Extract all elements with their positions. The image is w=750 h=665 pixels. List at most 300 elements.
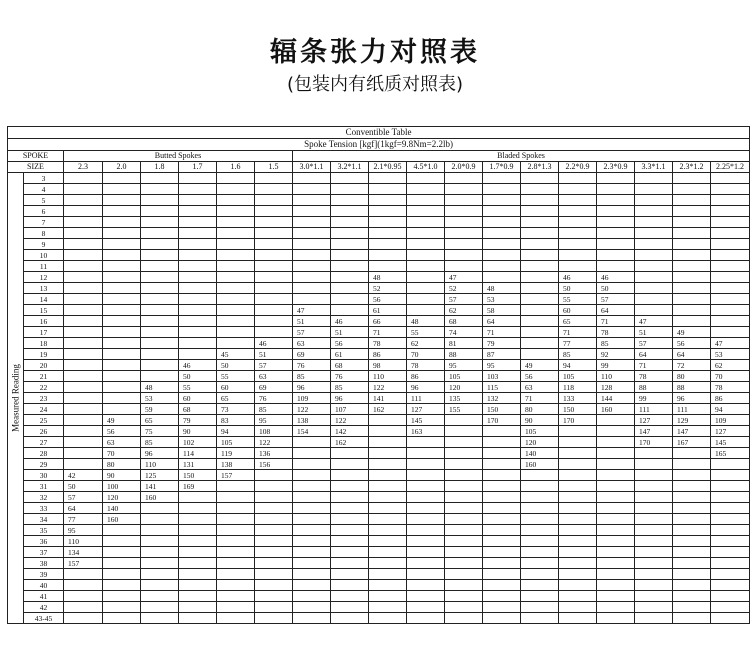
value-cell — [635, 228, 673, 239]
value-cell — [521, 305, 559, 316]
value-cell: 150 — [483, 404, 521, 415]
value-cell — [103, 195, 141, 206]
value-cell — [179, 327, 217, 338]
value-cell — [521, 217, 559, 228]
value-cell — [369, 591, 407, 602]
value-cell — [217, 272, 255, 283]
value-cell — [711, 206, 750, 217]
value-cell — [331, 294, 369, 305]
value-cell — [711, 481, 750, 492]
value-cell: 122 — [255, 437, 293, 448]
value-cell: 160 — [597, 404, 635, 415]
value-cell: 169 — [179, 481, 217, 492]
value-cell — [521, 514, 559, 525]
size-cell: 39 — [24, 569, 64, 580]
value-cell: 71 — [635, 360, 673, 371]
value-cell: 50 — [597, 283, 635, 294]
value-cell: 47 — [635, 316, 673, 327]
value-cell: 68 — [445, 316, 483, 327]
value-cell — [559, 184, 597, 195]
value-cell: 110 — [64, 536, 103, 547]
value-cell — [521, 239, 559, 250]
value-cell — [331, 536, 369, 547]
value-cell — [103, 536, 141, 547]
value-cell — [369, 514, 407, 525]
value-cell — [141, 569, 179, 580]
value-cell: 110 — [369, 371, 407, 382]
page-subtitle: (包装内有纸质对照表) — [286, 74, 464, 95]
value-cell — [483, 250, 521, 261]
value-cell: 55 — [559, 294, 597, 305]
value-cell — [141, 503, 179, 514]
value-cell — [331, 250, 369, 261]
value-cell: 57 — [64, 492, 103, 503]
value-cell: 60 — [179, 393, 217, 404]
value-cell — [711, 514, 750, 525]
value-cell — [64, 173, 103, 184]
value-cell — [369, 470, 407, 481]
value-cell — [407, 250, 445, 261]
value-cell — [293, 448, 331, 459]
value-cell: 63 — [521, 382, 559, 393]
value-cell — [103, 316, 141, 327]
value-cell — [179, 305, 217, 316]
value-cell — [559, 448, 597, 459]
value-cell — [293, 217, 331, 228]
value-cell — [635, 448, 673, 459]
value-cell — [293, 272, 331, 283]
value-cell — [64, 382, 103, 393]
value-cell — [559, 492, 597, 503]
conversion-table — [7, 126, 750, 624]
value-cell — [64, 393, 103, 404]
value-cell: 56 — [369, 294, 407, 305]
table-row — [8, 437, 750, 448]
value-cell — [255, 195, 293, 206]
value-cell — [179, 580, 217, 591]
value-cell — [483, 613, 521, 624]
table-row — [8, 459, 750, 470]
value-cell — [635, 261, 673, 272]
value-cell — [559, 613, 597, 624]
value-cell — [331, 261, 369, 272]
value-cell: 170 — [559, 415, 597, 426]
value-cell: 65 — [559, 316, 597, 327]
value-cell — [559, 602, 597, 613]
value-cell: 70 — [407, 349, 445, 360]
value-cell — [217, 547, 255, 558]
value-cell: 56 — [521, 371, 559, 382]
value-cell — [293, 525, 331, 536]
value-cell — [293, 602, 331, 613]
size-cell: 28 — [24, 448, 64, 459]
value-cell — [331, 459, 369, 470]
value-cell — [635, 525, 673, 536]
value-cell — [179, 591, 217, 602]
value-cell — [521, 228, 559, 239]
value-cell — [141, 173, 179, 184]
table-caption: Conventible Table — [8, 127, 750, 139]
value-cell — [711, 536, 750, 547]
value-cell — [521, 316, 559, 327]
value-cell: 120 — [521, 437, 559, 448]
table-row — [8, 261, 750, 272]
value-cell: 64 — [635, 349, 673, 360]
value-cell — [711, 250, 750, 261]
value-cell: 47 — [445, 272, 483, 283]
value-cell — [141, 206, 179, 217]
size-cell: 27 — [24, 437, 64, 448]
value-cell — [445, 426, 483, 437]
value-cell — [597, 536, 635, 547]
value-cell — [179, 261, 217, 272]
value-cell — [445, 206, 483, 217]
value-cell — [711, 239, 750, 250]
table-row — [8, 228, 750, 239]
value-cell — [293, 294, 331, 305]
value-cell: 65 — [141, 415, 179, 426]
value-cell — [559, 206, 597, 217]
value-cell: 156 — [255, 459, 293, 470]
value-cell: 57 — [635, 338, 673, 349]
value-cell — [369, 426, 407, 437]
value-cell — [179, 536, 217, 547]
value-cell — [64, 426, 103, 437]
value-cell — [293, 591, 331, 602]
value-cell — [559, 470, 597, 481]
value-cell — [559, 437, 597, 448]
size-cell: 35 — [24, 525, 64, 536]
value-cell: 90 — [179, 426, 217, 437]
value-cell — [445, 514, 483, 525]
value-cell: 85 — [597, 338, 635, 349]
value-cell: 127 — [711, 426, 750, 437]
value-cell: 105 — [445, 371, 483, 382]
value-cell — [141, 602, 179, 613]
value-cell — [331, 228, 369, 239]
value-cell: 114 — [179, 448, 217, 459]
value-cell — [255, 558, 293, 569]
value-cell — [635, 305, 673, 316]
value-cell: 99 — [635, 393, 673, 404]
value-cell: 69 — [255, 382, 293, 393]
value-cell: 147 — [635, 426, 673, 437]
size-cell: 7 — [24, 217, 64, 228]
value-cell — [521, 492, 559, 503]
value-cell — [293, 173, 331, 184]
value-cell — [331, 470, 369, 481]
value-cell — [711, 591, 750, 602]
value-cell — [559, 195, 597, 206]
value-cell: 76 — [293, 360, 331, 371]
value-cell — [521, 173, 559, 184]
column-header: 3.3*1.1 — [635, 162, 673, 173]
value-cell — [331, 569, 369, 580]
value-cell — [673, 525, 711, 536]
value-cell — [255, 305, 293, 316]
value-cell — [445, 228, 483, 239]
value-cell: 135 — [445, 393, 483, 404]
table-tension-unit: Spoke Tension [kgf](1kgf=9.8Nm=2.2lb) — [8, 139, 750, 151]
value-cell — [445, 261, 483, 272]
value-cell — [331, 492, 369, 503]
value-cell — [711, 613, 750, 624]
value-cell: 140 — [521, 448, 559, 459]
value-cell: 78 — [407, 360, 445, 371]
value-cell — [141, 327, 179, 338]
table-row — [8, 294, 750, 305]
table-row — [8, 569, 750, 580]
size-cell: 23 — [24, 393, 64, 404]
value-cell — [597, 184, 635, 195]
table-row — [8, 448, 750, 459]
value-cell — [64, 217, 103, 228]
column-header: 1.8 — [141, 162, 179, 173]
value-cell: 70 — [103, 448, 141, 459]
value-cell — [445, 184, 483, 195]
value-cell — [635, 492, 673, 503]
value-cell — [521, 525, 559, 536]
value-cell — [141, 272, 179, 283]
value-cell — [103, 525, 141, 536]
value-cell — [64, 569, 103, 580]
value-cell — [521, 481, 559, 492]
value-cell — [255, 569, 293, 580]
value-cell — [293, 547, 331, 558]
value-cell — [331, 283, 369, 294]
value-cell — [445, 470, 483, 481]
value-cell: 79 — [483, 338, 521, 349]
value-cell: 71 — [483, 327, 521, 338]
value-cell: 47 — [711, 338, 750, 349]
value-cell: 102 — [179, 437, 217, 448]
value-cell — [369, 613, 407, 624]
value-cell — [597, 250, 635, 261]
table-row — [8, 591, 750, 602]
value-cell: 110 — [141, 459, 179, 470]
value-cell — [597, 602, 635, 613]
value-cell: 48 — [407, 316, 445, 327]
value-cell — [521, 569, 559, 580]
value-cell — [673, 558, 711, 569]
value-cell: 85 — [141, 437, 179, 448]
value-cell — [255, 492, 293, 503]
value-cell — [445, 547, 483, 558]
value-cell: 96 — [331, 393, 369, 404]
value-cell: 95 — [445, 360, 483, 371]
value-cell — [64, 448, 103, 459]
value-cell: 111 — [635, 404, 673, 415]
value-cell — [673, 195, 711, 206]
size-cell: 41 — [24, 591, 64, 602]
value-cell — [141, 261, 179, 272]
value-cell — [521, 547, 559, 558]
value-cell: 80 — [103, 459, 141, 470]
value-cell: 62 — [445, 305, 483, 316]
value-cell — [407, 613, 445, 624]
value-cell — [369, 448, 407, 459]
value-cell — [217, 195, 255, 206]
value-cell — [179, 558, 217, 569]
value-cell — [369, 184, 407, 195]
value-cell: 55 — [217, 371, 255, 382]
value-cell — [103, 558, 141, 569]
value-cell: 51 — [255, 349, 293, 360]
value-cell: 62 — [407, 338, 445, 349]
value-cell — [673, 514, 711, 525]
value-cell: 78 — [369, 338, 407, 349]
value-cell — [673, 448, 711, 459]
value-cell — [635, 173, 673, 184]
value-cell: 94 — [217, 426, 255, 437]
value-cell: 57 — [597, 294, 635, 305]
value-cell — [217, 503, 255, 514]
value-cell: 105 — [521, 426, 559, 437]
value-cell — [255, 316, 293, 327]
value-cell — [483, 206, 521, 217]
table-row — [8, 272, 750, 283]
value-cell: 46 — [331, 316, 369, 327]
value-cell: 147 — [673, 426, 711, 437]
value-cell — [255, 547, 293, 558]
value-cell — [635, 217, 673, 228]
size-cell: 4 — [24, 184, 64, 195]
value-cell — [407, 459, 445, 470]
page-title: 辐条张力对照表 — [270, 37, 480, 68]
value-cell — [331, 481, 369, 492]
value-cell — [407, 525, 445, 536]
value-cell — [711, 569, 750, 580]
table-row — [8, 349, 750, 360]
value-cell — [103, 371, 141, 382]
value-cell — [64, 305, 103, 316]
value-cell — [635, 272, 673, 283]
value-cell — [255, 283, 293, 294]
value-cell — [407, 481, 445, 492]
value-cell — [217, 569, 255, 580]
value-cell — [141, 580, 179, 591]
value-cell: 170 — [483, 415, 521, 426]
value-cell — [483, 503, 521, 514]
size-cell: 32 — [24, 492, 64, 503]
value-cell — [103, 184, 141, 195]
value-cell: 55 — [407, 327, 445, 338]
value-cell — [64, 316, 103, 327]
value-cell — [103, 228, 141, 239]
table-row — [8, 206, 750, 217]
value-cell: 86 — [711, 393, 750, 404]
value-cell — [483, 481, 521, 492]
value-cell — [64, 437, 103, 448]
value-cell: 122 — [293, 404, 331, 415]
value-cell — [521, 195, 559, 206]
table-row — [8, 327, 750, 338]
value-cell: 128 — [597, 382, 635, 393]
value-cell — [293, 459, 331, 470]
value-cell — [293, 206, 331, 217]
value-cell — [64, 283, 103, 294]
value-cell — [635, 206, 673, 217]
value-cell: 80 — [521, 404, 559, 415]
value-cell: 63 — [255, 371, 293, 382]
value-cell: 127 — [635, 415, 673, 426]
value-cell — [483, 514, 521, 525]
value-cell: 131 — [179, 459, 217, 470]
column-header: 2.0 — [103, 162, 141, 173]
value-cell — [179, 206, 217, 217]
table-row — [8, 470, 750, 481]
column-header: 1.7 — [179, 162, 217, 173]
value-cell: 80 — [673, 371, 711, 382]
value-cell — [369, 217, 407, 228]
value-cell — [331, 503, 369, 514]
value-cell — [559, 569, 597, 580]
value-cell: 86 — [407, 371, 445, 382]
value-cell — [103, 250, 141, 261]
value-cell — [141, 525, 179, 536]
butted-spokes-header: Butted Spokes — [64, 151, 293, 162]
value-cell — [521, 503, 559, 514]
value-cell — [407, 547, 445, 558]
value-cell — [369, 437, 407, 448]
value-cell — [293, 613, 331, 624]
size-cell: 42 — [24, 602, 64, 613]
value-cell: 94 — [559, 360, 597, 371]
value-cell — [711, 459, 750, 470]
value-cell — [483, 239, 521, 250]
value-cell — [141, 338, 179, 349]
value-cell — [635, 569, 673, 580]
value-cell — [711, 547, 750, 558]
value-cell — [103, 547, 141, 558]
value-cell — [217, 173, 255, 184]
value-cell — [103, 613, 141, 624]
value-cell — [369, 415, 407, 426]
value-cell: 79 — [179, 415, 217, 426]
value-cell: 45 — [217, 349, 255, 360]
value-cell: 85 — [293, 371, 331, 382]
value-cell — [255, 239, 293, 250]
value-cell: 75 — [141, 426, 179, 437]
value-cell — [217, 613, 255, 624]
size-cell: 43-45 — [24, 613, 64, 624]
value-cell — [673, 217, 711, 228]
value-cell — [217, 525, 255, 536]
value-cell — [293, 195, 331, 206]
value-cell: 136 — [255, 448, 293, 459]
value-cell — [64, 228, 103, 239]
value-cell — [711, 272, 750, 283]
value-cell — [64, 195, 103, 206]
value-cell: 57 — [255, 360, 293, 371]
value-cell: 81 — [445, 338, 483, 349]
value-cell: 50 — [64, 481, 103, 492]
value-cell: 88 — [635, 382, 673, 393]
size-cell: 17 — [24, 327, 64, 338]
value-cell — [521, 327, 559, 338]
value-cell — [179, 338, 217, 349]
value-cell — [103, 602, 141, 613]
value-cell: 71 — [559, 327, 597, 338]
value-cell — [673, 492, 711, 503]
value-cell: 72 — [673, 360, 711, 371]
value-cell — [597, 470, 635, 481]
value-cell — [217, 536, 255, 547]
value-cell — [445, 591, 483, 602]
value-cell: 78 — [597, 327, 635, 338]
value-cell — [597, 448, 635, 459]
value-cell — [103, 349, 141, 360]
